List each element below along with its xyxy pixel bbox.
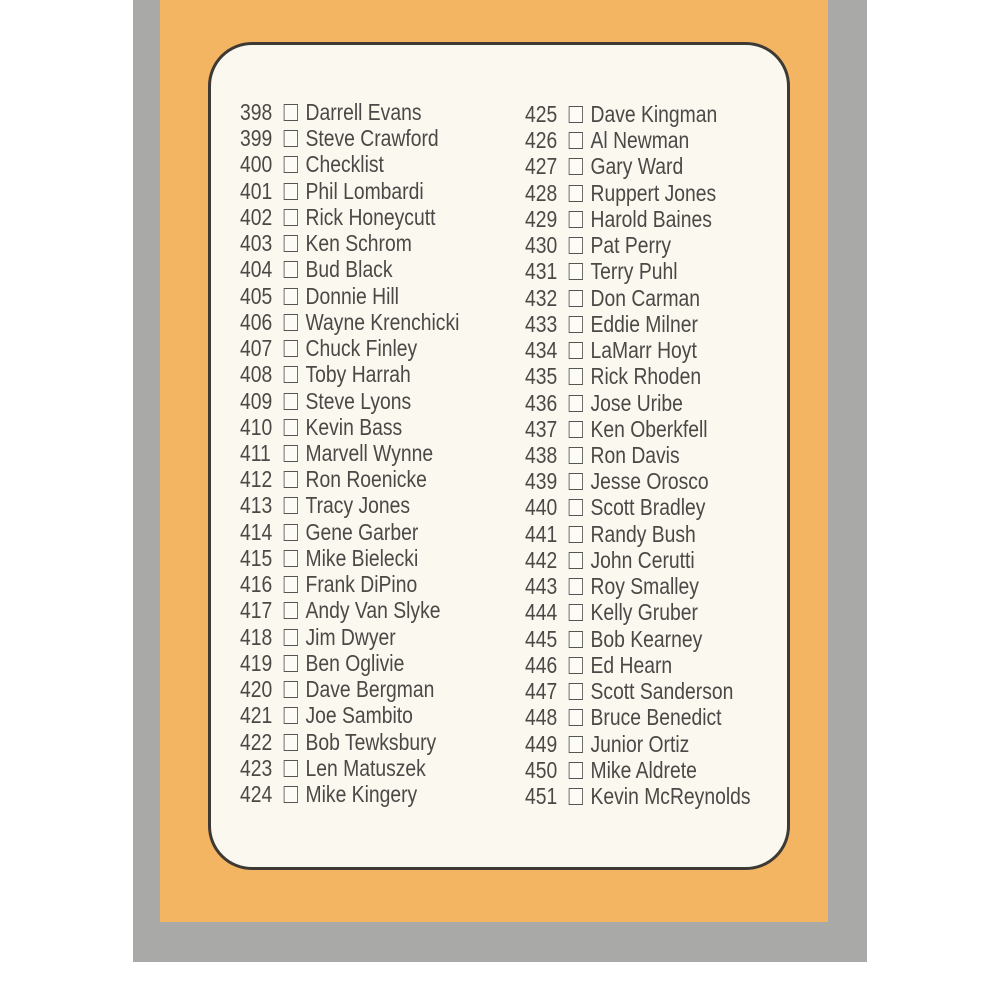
checkbox-icon[interactable] [284, 104, 298, 121]
player-name: Randy Bush [590, 520, 696, 547]
player-name: Checklist [305, 151, 384, 178]
checkbox-icon[interactable] [284, 734, 298, 751]
card-number: 440 [525, 494, 558, 521]
player-name: Ron Roenicke [305, 466, 427, 493]
checklist-row [525, 337, 697, 363]
card-number: 404 [240, 256, 273, 283]
checklist-row [240, 702, 413, 728]
player-name: Chuck Finley [305, 335, 418, 362]
checklist-row [525, 101, 717, 127]
checkbox-icon[interactable] [569, 211, 583, 228]
player-name: Bob Kearney [590, 625, 703, 652]
checkbox-icon[interactable] [569, 657, 583, 674]
checklist-row [240, 466, 427, 492]
checklist-row [240, 519, 418, 545]
checklist-row [240, 414, 402, 440]
checkbox-icon[interactable] [569, 604, 583, 621]
card-number: 439 [525, 468, 558, 495]
player-name: Kevin McReynolds [590, 782, 751, 809]
player-name: Rick Rhoden [590, 363, 702, 390]
checkbox-icon[interactable] [569, 106, 583, 123]
checkbox-icon[interactable] [569, 788, 583, 805]
player-name: Phil Lombardi [305, 177, 424, 204]
checklist-row [525, 521, 696, 547]
checkbox-icon[interactable] [284, 445, 298, 462]
player-name: Donnie Hill [305, 282, 399, 309]
checklist-row [240, 624, 396, 650]
checklist-row [525, 494, 705, 520]
player-name: Kelly Gruber [590, 599, 698, 626]
checkbox-icon[interactable] [284, 340, 298, 357]
checkbox-icon[interactable] [284, 524, 298, 541]
checklist-row [240, 178, 424, 204]
checkbox-icon[interactable] [569, 447, 583, 464]
player-name: Marvell Wynne [305, 439, 434, 466]
checklist-row [240, 99, 421, 125]
player-name: Bob Tewksbury [305, 728, 437, 755]
checklist-row [525, 573, 699, 599]
checkbox-icon[interactable] [284, 183, 298, 200]
card-number: 412 [240, 466, 273, 493]
checklist-row [525, 258, 677, 284]
card-number: 428 [525, 179, 558, 206]
card-number: 444 [525, 599, 558, 626]
checklist-row [240, 545, 418, 571]
card-number: 445 [525, 625, 558, 652]
checklist-row [240, 729, 436, 755]
player-name: Steve Lyons [305, 387, 412, 414]
checklist-row [240, 309, 459, 335]
player-name: Gene Garber [305, 518, 419, 545]
player-name: Ken Schrom [305, 230, 412, 257]
checkbox-icon[interactable] [284, 576, 298, 593]
player-name: Mike Aldrete [590, 756, 697, 783]
player-name: Pat Perry [590, 232, 672, 259]
checkbox-icon[interactable] [569, 552, 583, 569]
player-name: Gary Ward [590, 153, 684, 180]
checklist-row [240, 492, 410, 518]
checklist-row [525, 153, 683, 179]
card-number: 447 [525, 678, 558, 705]
checklist-row [525, 390, 683, 416]
checklist-row [525, 731, 689, 757]
card-number: 399 [240, 125, 273, 152]
checkbox-icon[interactable] [569, 499, 583, 516]
checkbox-icon[interactable] [569, 473, 583, 490]
player-name: Ed Hearn [590, 651, 673, 678]
card-number: 417 [240, 597, 273, 624]
checklist-row [240, 230, 412, 256]
player-name: LaMarr Hoyt [590, 337, 697, 364]
card-number: 429 [525, 205, 558, 232]
card-number: 435 [525, 363, 558, 390]
card-number: 431 [525, 258, 558, 285]
checklist-row [525, 468, 709, 494]
checklist-row [240, 125, 439, 151]
player-name: Rick Honeycutt [305, 203, 436, 230]
player-name: Harold Baines [590, 205, 712, 232]
checkbox-icon[interactable] [284, 314, 298, 331]
player-name: Darrell Evans [305, 99, 422, 125]
checkbox-icon[interactable] [569, 762, 583, 779]
checkbox-icon[interactable] [569, 185, 583, 202]
card-number: 416 [240, 571, 273, 598]
checklist-row [525, 599, 698, 625]
player-name: Dave Kingman [590, 101, 718, 127]
checkbox-icon[interactable] [569, 578, 583, 595]
card-number: 438 [525, 441, 558, 468]
checklist-row [240, 256, 393, 282]
checklist-row [525, 180, 716, 206]
checklist-row [525, 783, 751, 809]
card-number: 419 [240, 649, 273, 676]
player-name: Al Newman [590, 127, 690, 154]
checkbox-icon[interactable] [284, 602, 298, 619]
player-name: Len Matuszek [305, 754, 426, 781]
checklist-row [240, 781, 417, 807]
card-number: 413 [240, 492, 273, 519]
checklist-row [525, 363, 701, 389]
checklist-row [240, 335, 417, 361]
player-name: Jesse Orosco [590, 468, 709, 495]
checklist-row [240, 204, 435, 230]
player-name: Eddie Milner [590, 310, 698, 337]
player-name: Bruce Benedict [590, 704, 722, 731]
checklist-row [525, 547, 695, 573]
card-number: 432 [525, 284, 558, 311]
card-number: 450 [525, 756, 558, 783]
checklist-row [525, 127, 689, 153]
checkbox-icon[interactable] [284, 130, 298, 147]
checkbox-icon[interactable] [284, 393, 298, 410]
card-number: 427 [525, 153, 558, 180]
card-number: 437 [525, 415, 558, 442]
checklist-row [240, 597, 440, 623]
checklist-row [525, 285, 700, 311]
card-number: 425 [525, 101, 558, 127]
checkbox-icon[interactable] [569, 395, 583, 412]
card-number: 406 [240, 308, 273, 335]
card-number: 418 [240, 623, 273, 650]
checklist-row [525, 626, 702, 652]
checkbox-icon[interactable] [284, 707, 298, 724]
player-name: Wayne Krenchicki [305, 308, 460, 335]
player-name: Frank DiPino [305, 571, 418, 598]
checklist-row [525, 232, 671, 258]
player-name: Junior Ortiz [590, 730, 690, 757]
checkbox-icon[interactable] [284, 681, 298, 698]
card-number: 403 [240, 230, 273, 257]
checklist-row [240, 440, 433, 466]
checkbox-icon[interactable] [569, 709, 583, 726]
card-number: 441 [525, 520, 558, 547]
player-name: Jim Dwyer [305, 623, 396, 650]
card-number: 420 [240, 676, 273, 703]
player-name: Terry Puhl [590, 258, 678, 285]
checkbox-icon[interactable] [569, 237, 583, 254]
checkbox-icon[interactable] [569, 683, 583, 700]
checkbox-icon[interactable] [569, 421, 583, 438]
card-number: 400 [240, 151, 273, 178]
player-name: Kevin Bass [305, 413, 403, 440]
card-number: 423 [240, 754, 273, 781]
checkbox-icon[interactable] [569, 526, 583, 543]
checkbox-icon[interactable] [569, 132, 583, 149]
checklist-row [525, 442, 680, 468]
card-number: 408 [240, 361, 273, 388]
player-name: Andy Van Slyke [305, 597, 441, 624]
checklist-row [240, 571, 417, 597]
checkbox-icon[interactable] [284, 419, 298, 436]
checkbox-icon[interactable] [284, 156, 298, 173]
checkbox-icon[interactable] [284, 261, 298, 278]
checkbox-icon[interactable] [569, 631, 583, 648]
player-name: Don Carman [590, 284, 701, 311]
card-number: 421 [240, 702, 273, 729]
checkbox-icon[interactable] [569, 290, 583, 307]
checklist-row [240, 676, 434, 702]
checklist-row [525, 757, 697, 783]
checkbox-icon[interactable] [284, 550, 298, 567]
card-number: 434 [525, 337, 558, 364]
checkbox-icon[interactable] [284, 786, 298, 803]
checklist-row [525, 311, 698, 337]
card-number: 410 [240, 413, 273, 440]
card-number: 448 [525, 704, 558, 731]
card-number: 449 [525, 730, 558, 757]
player-name: Joe Sambito [305, 702, 413, 729]
checklist-row [240, 755, 426, 781]
player-name: Mike Kingery [305, 780, 418, 807]
card-number: 446 [525, 651, 558, 678]
checkbox-icon[interactable] [284, 209, 298, 226]
card-number: 405 [240, 282, 273, 309]
player-name: Roy Smalley [590, 573, 699, 600]
player-name: Scott Sanderson [590, 678, 734, 705]
card-number: 411 [240, 439, 271, 466]
checkbox-icon[interactable] [284, 288, 298, 305]
checkbox-icon[interactable] [569, 158, 583, 175]
card-number: 402 [240, 203, 273, 230]
card-number: 430 [525, 232, 558, 259]
player-name: Ruppert Jones [590, 179, 717, 206]
checkbox-icon[interactable] [569, 263, 583, 280]
checklist-row [240, 361, 411, 387]
checklist-row [525, 704, 722, 730]
checkbox-icon[interactable] [284, 471, 298, 488]
player-name: Ron Davis [590, 441, 680, 468]
player-name: Ben Oglivie [305, 649, 405, 676]
player-name: Mike Bielecki [305, 544, 419, 571]
checklist-row [240, 388, 411, 414]
player-name: John Cerutti [590, 546, 695, 573]
card-number: 407 [240, 335, 273, 362]
checklist-row [240, 151, 384, 177]
checkbox-icon[interactable] [284, 760, 298, 777]
card-number: 409 [240, 387, 273, 414]
checkbox-icon[interactable] [284, 629, 298, 646]
card-number: 424 [240, 780, 273, 807]
checkbox-icon[interactable] [569, 368, 583, 385]
card-number: 415 [240, 544, 273, 571]
checklist-row [525, 206, 712, 232]
player-name: Scott Bradley [590, 494, 706, 521]
player-name: Dave Bergman [305, 676, 435, 703]
checklist-row [240, 650, 404, 676]
checkbox-icon[interactable] [569, 736, 583, 753]
card-number: 443 [525, 573, 558, 600]
checkbox-icon[interactable] [569, 316, 583, 333]
card-number: 442 [525, 546, 558, 573]
card-number: 414 [240, 518, 273, 545]
checkbox-icon[interactable] [284, 655, 298, 672]
card-number: 436 [525, 389, 558, 416]
card-number: 401 [240, 177, 273, 204]
checklist-row [525, 416, 708, 442]
player-name: Bud Black [305, 256, 393, 283]
checkbox-icon[interactable] [284, 366, 298, 383]
player-name: Tracy Jones [305, 492, 411, 519]
checklist-row [525, 652, 672, 678]
checklist-row [240, 283, 399, 309]
checkbox-icon[interactable] [284, 235, 298, 252]
player-name: Toby Harrah [305, 361, 411, 388]
player-name: Jose Uribe [590, 389, 683, 416]
checkbox-icon[interactable] [569, 342, 583, 359]
card-number: 451 [525, 782, 558, 809]
card-number: 398 [240, 99, 273, 125]
checklist-row [525, 678, 733, 704]
player-name: Steve Crawford [305, 125, 439, 152]
player-name: Ken Oberkfell [590, 415, 708, 442]
card-number: 422 [240, 728, 273, 755]
card-number: 433 [525, 310, 558, 337]
checkbox-icon[interactable] [284, 497, 298, 514]
card-number: 426 [525, 127, 558, 154]
